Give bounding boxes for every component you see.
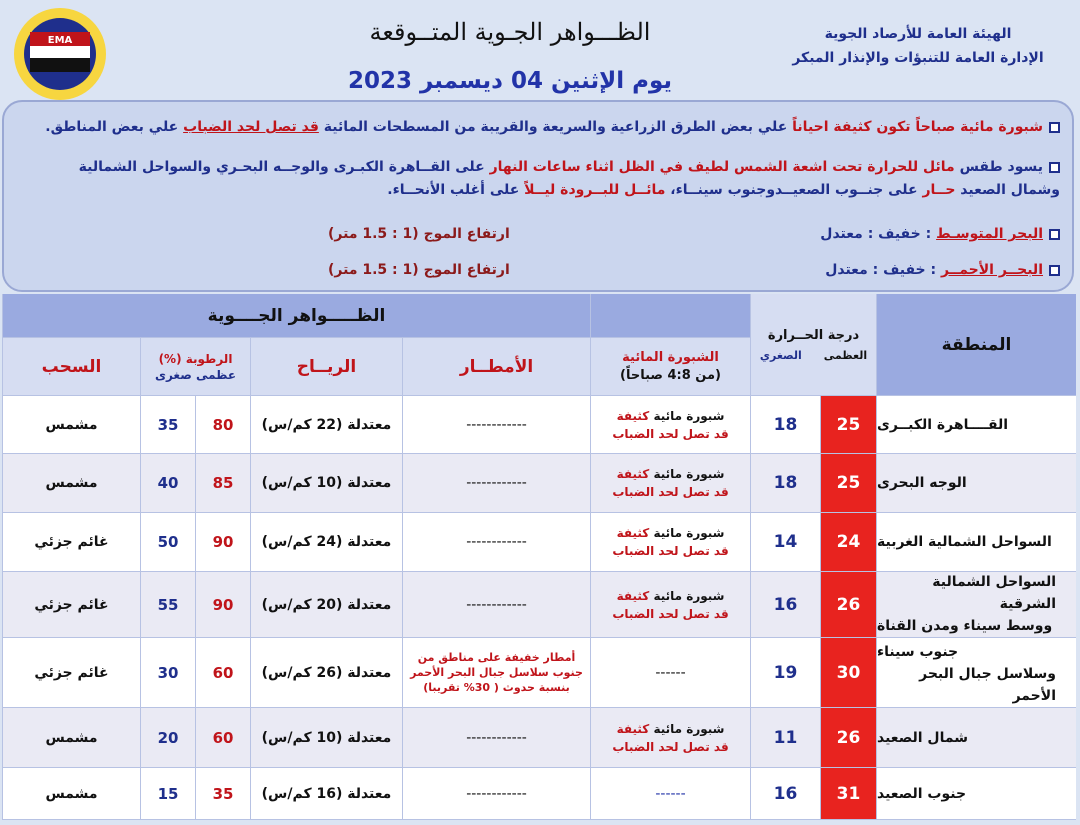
humidity-min: 20 (140, 708, 195, 768)
temp-max: 26 (820, 708, 876, 768)
rain-cell (402, 638, 590, 708)
region-line-1: السواحل الشمالية الشرقية (932, 574, 1056, 612)
wave-height: ارتفاع الموج (1 : 1.5 متر) (328, 226, 510, 242)
fog-text: شبورة مائية (649, 721, 725, 736)
temp-min: 14 (750, 513, 820, 572)
wind-cell: معتدلة (16 كم/س) (250, 768, 402, 820)
wind-cell: معتدلة (10 كم/س) (250, 454, 402, 513)
weather-note-line2c: على جنــوب الصعيــدوجنوب سينــاء، (665, 182, 923, 198)
clouds-cell: مشمس (2, 454, 140, 513)
weather-note-d: لطيف في الظل اثناء ساعات النهار (489, 159, 730, 175)
clouds-cell: مشمس (2, 708, 140, 768)
fog-note-part4: علي بعض المناطق. (45, 119, 184, 135)
clouds-cell: مشمس (2, 396, 140, 454)
humidity-min: 30 (140, 638, 195, 708)
rain-cell: ------------ (402, 768, 590, 820)
clouds-cell: مشمس (2, 768, 140, 820)
header-fog-blank (590, 294, 750, 338)
header-humidity-sub: عظمى صغرى (154, 367, 237, 382)
header-clouds: السحب (2, 338, 140, 396)
humidity-min: 55 (140, 572, 195, 638)
humidity-max: 90 (195, 572, 250, 638)
sea-state: : خفيف : معتدل (820, 226, 937, 242)
header-humidity (140, 338, 250, 396)
humidity-max: 80 (195, 396, 250, 454)
rain-line-3: بنسبة حدوث ( 30% تقريبا) (423, 681, 570, 694)
temp-min: 18 (750, 454, 820, 513)
header-temperature (750, 294, 876, 396)
rain-line-1: أمطار خفيفة على مناطق من (417, 651, 576, 664)
table-row-region: جنوب الصعيد (876, 768, 1076, 820)
fog-note-part1: شبورة مائية صباحاً تكون كثيفة احياناً (792, 119, 1043, 135)
sea-red (20, 262, 1060, 286)
humidity-max: 85 (195, 454, 250, 513)
checkbox-icon (1049, 265, 1060, 276)
rain-cell: ------------ (402, 513, 590, 572)
header-region: المنطقة (876, 294, 1076, 396)
fog-cell (590, 454, 750, 513)
region-line-2: ووسط سيناء ومدن القناة (877, 618, 1053, 634)
temp-max: 24 (820, 513, 876, 572)
region-line-1: جنوب سيناء (877, 644, 959, 660)
weather-note-c: تحت اشعة الشمس (729, 159, 863, 175)
header-fog-sub: (من 4:8 صباحاً) (620, 367, 721, 383)
sea-name: البحــر الأحمــر (941, 262, 1043, 278)
fog-text: شبورة مائية (649, 467, 725, 481)
wind-cell: معتدلة (24 كم/س) (250, 513, 402, 572)
fog-text-2: قد تصل لحد الضباب (612, 544, 729, 558)
sea-name: البحر المتوسـط (936, 226, 1043, 242)
clouds-cell: غائم جزئي (2, 572, 140, 638)
temp-min: 11 (750, 708, 820, 768)
wind-cell: معتدلة (20 كم/س) (250, 572, 402, 638)
ema-logo (8, 6, 112, 102)
header-temp-min: الصغري (759, 348, 802, 362)
weather-note-e: على القــاهرة الكبـرى والوجــه البحـري والسواحل الشمالية (78, 159, 490, 175)
fog-text-2: قد تصل لحد الضباب (612, 485, 729, 499)
temp-max: 31 (820, 768, 876, 820)
fog-dense: كثيفة (616, 721, 650, 736)
rain-cell: ------------ (402, 708, 590, 768)
page-header (0, 0, 1080, 100)
agency-line-2: الإدارة العامة للتنبؤات والإنذار المبكر (792, 50, 1044, 66)
weather-note-line2e: على أغلب الأنحــاء. (387, 182, 525, 198)
weather-note-line2b: حــار (922, 182, 956, 198)
fog-dense: كثيفة (616, 588, 650, 603)
temp-max: 30 (820, 638, 876, 708)
sea-state: : خفيف : معتدل (825, 262, 941, 278)
humidity-max: 90 (195, 513, 250, 572)
wave-height: ارتفاع الموج (1 : 1.5 متر) (328, 262, 510, 278)
header-fog (590, 338, 750, 396)
fog-text-2: قد تصل لحد الضباب (612, 426, 729, 441)
table-row-region: القــــاهرة الكبــرى (876, 396, 1076, 454)
header-fog-title: الشبورة المائية (622, 349, 719, 365)
header-phenomena: الظـــــواهر الجــــوية (2, 294, 590, 338)
temp-min: 16 (750, 768, 820, 820)
temp-max: 25 (820, 454, 876, 513)
wind-cell: معتدلة (10 كم/س) (250, 708, 402, 768)
humidity-max: 60 (195, 708, 250, 768)
header-humidity-title: الرطوبة (%) (158, 351, 233, 366)
fog-cell (590, 396, 750, 454)
table-row-region: السواحل الشمالية الغربية (876, 513, 1076, 572)
fog-note-part3: قد تصل لحد الضباب (183, 119, 319, 135)
sea-mediterranean (20, 226, 1060, 250)
fog-dense: كثيفة (616, 526, 650, 540)
forecast-notes-panel (2, 100, 1074, 292)
fog-cell (590, 513, 750, 572)
forecast-date: يوم الإثنين 04 ديسمبر 2023 (347, 68, 673, 94)
temp-max: 25 (820, 396, 876, 454)
fog-text-2: قد تصل لحد الضباب (612, 739, 729, 754)
rain-cell: ------------ (402, 572, 590, 638)
humidity-max: 35 (195, 768, 250, 820)
fog-cell: ------ (590, 638, 750, 708)
rain-line-2: جنوب سلاسل جبال البحر الأحمر (410, 666, 583, 679)
checkbox-icon (1049, 162, 1060, 173)
fog-note-part2: علي بعض الطرق الزراعية والسريعة والقريبة من المسطحات المائية (318, 119, 793, 135)
table-row-region: شمال الصعيد (876, 708, 1076, 768)
humidity-min: 35 (140, 396, 195, 454)
header-rain: الأمطــار (402, 338, 590, 396)
weather-note-a: يسود طقس (954, 159, 1043, 175)
humidity-min: 15 (140, 768, 195, 820)
wind-cell: معتدلة (26 كم/س) (250, 638, 402, 708)
temp-min: 18 (750, 396, 820, 454)
checkbox-icon (1049, 229, 1060, 240)
temp-min: 16 (750, 572, 820, 638)
wind-cell: معتدلة (22 كم/س) (250, 396, 402, 454)
header-temp-title: درجة الحــرارة (767, 327, 860, 343)
checkbox-icon (1049, 122, 1060, 133)
clouds-cell: غائم جزئي (2, 513, 140, 572)
temp-max: 26 (820, 572, 876, 638)
fog-text-2: قد تصل لحد الضباب (612, 606, 729, 621)
fog-dense: كثيفة (616, 408, 650, 423)
weather-note (20, 156, 1060, 202)
rain-cell: ------------ (402, 454, 590, 513)
fog-text: شبورة مائية (649, 588, 725, 603)
humidity-max: 60 (195, 638, 250, 708)
table-row-region (876, 638, 1076, 708)
forecast-table (2, 294, 1076, 820)
page-title: الظـــواهر الجـوية المتــوقعة (369, 18, 651, 46)
humidity-min: 40 (140, 454, 195, 513)
fog-text: شبورة مائية (649, 408, 725, 423)
weather-note-b: مائل للحرارة (862, 159, 955, 175)
rain-cell: ------------ (402, 396, 590, 454)
table-row-region: الوجه البحرى (876, 454, 1076, 513)
table-row-region (876, 572, 1076, 638)
header-temp-max: العظمى (823, 348, 868, 362)
fog-note (20, 116, 1060, 139)
fog-text: شبورة مائية (649, 526, 725, 540)
logo-text: EMA (47, 35, 73, 46)
clouds-cell: غائم جزئي (2, 638, 140, 708)
fog-cell (590, 708, 750, 768)
fog-dense: كثيفة (616, 467, 650, 481)
agency-line-1: الهيئة العامة للأرصاد الجوية (824, 26, 1012, 42)
fog-cell (590, 572, 750, 638)
fog-cell: ------ (590, 768, 750, 820)
weather-note-line2d: مائــل للبــرودة ليــلاً (524, 182, 666, 198)
agency-name (768, 22, 1068, 70)
header-wind: الريــاح (250, 338, 402, 396)
region-line-2: وسلاسل جبال البحر الأحمر (919, 666, 1056, 704)
humidity-min: 50 (140, 513, 195, 572)
weather-note-line2a: وشمال الصعيد (955, 182, 1060, 198)
temp-min: 19 (750, 638, 820, 708)
